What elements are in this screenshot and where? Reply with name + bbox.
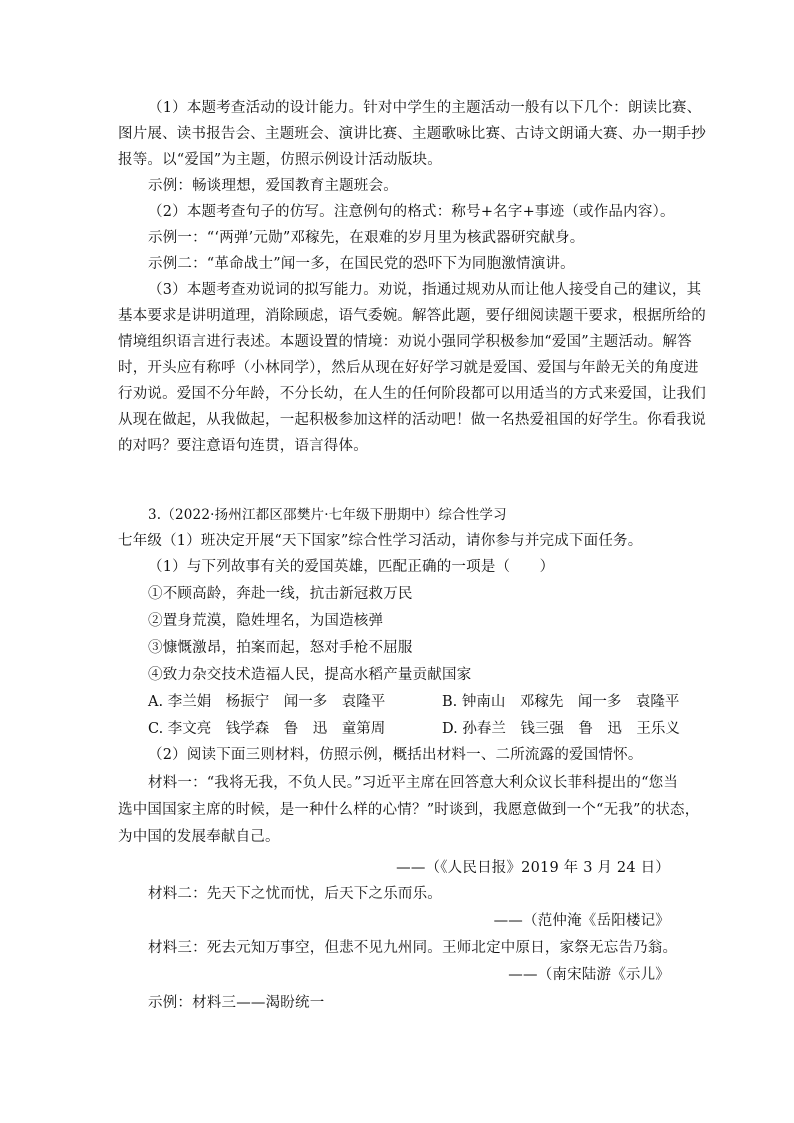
material1-source: ——（《人民日报》2019 年 3 月 24 日） xyxy=(396,860,670,876)
question-intro: 七年级（1）班决定开展“天下国家”综合性学习活动，请你参与并完成下面任务。 xyxy=(118,533,643,549)
option-d: D. 孙春兰 钱三强 鲁 迅 王乐义 xyxy=(442,721,680,737)
analysis-p3-line2: 基本要求是讲明道理，消除顾虑，语气委婉。解答此题，要仔细阅读题干要求，根据所给的 xyxy=(118,308,706,324)
question-header: 3.（2022·扬州江都区邵樊片·七年级下册期中）综合性学习 xyxy=(148,507,507,523)
subquestion-1: （1）与下列故事有关的爱国英雄，匹配正确的一项是（ ） xyxy=(148,559,555,575)
analysis-p3-line4: 时，开头应有称呼（小林同学），然后从现在好好学习就是爱国、爱国与年龄无关的角度进 xyxy=(118,360,699,376)
story-item: ④致力杂交技术造福人民，提高水稻产量贡献国家 xyxy=(148,667,472,683)
story-item: ③慷慨激昂，拍案而起，怒对手枪不屈服 xyxy=(148,640,413,656)
analysis-p2-example2: 示例二：“革命战士”闻一多，在国民党的恐吓下为同胞激情演讲。 xyxy=(148,256,575,272)
analysis-p1-line3: 报等。以“爱国”为主题，仿照示例设计活动版块。 xyxy=(118,152,442,168)
analysis-p3-line3: 情境组织语言进行表述。本题设置的情境：劝说小强同学积极参加“爱国”主题活动。解答 xyxy=(118,334,692,350)
analysis-p2: （2）本题考查句子的仿写。注意例句的格式：称号+名字+事迹（或作品内容）。 xyxy=(148,204,675,220)
option-b: B. 钟南山 邓稼先 闻一多 袁隆平 xyxy=(442,694,680,710)
analysis-p1-example: 示例：畅谈理想，爱国教育主题班会。 xyxy=(148,178,398,194)
material3-source: ——（南宋陆游《示儿》 xyxy=(508,967,670,983)
analysis-p3-line7: 的对吗？要注意语句连贯，语言得体。 xyxy=(118,438,368,454)
analysis-p3-line1: （3）本题考查劝说词的拟写能力。劝说，指通过规劝从而让他人接受自己的建议，其 xyxy=(148,282,702,298)
analysis-p3-line5: 行劝说。爱国不分年龄，不分长幼，在人生的任何阶段都可以用适当的方式来爱国，让我们 xyxy=(118,386,706,402)
material2-source: ——（范仲淹《岳阳楼记》 xyxy=(493,913,670,929)
material1-line1: 材料一：“我将无我，不负人民。”习近平主席在回答意大利众议长菲科提出的“您当 xyxy=(148,775,679,791)
story-item: ②置身荒漠，隐姓埋名，为国造核弹 xyxy=(148,613,384,629)
analysis-p1-line1: （1）本题考查活动的设计能力。针对中学生的主题活动一般有以下几个：朗读比赛、 xyxy=(148,100,702,116)
subquestion-2: （2）阅读下面三则材料，仿照示例，概括出材料一、二所流露的爱国情怀。 xyxy=(148,747,643,763)
option-c: C. 李文亮 钱学森 鲁 迅 童第周 xyxy=(148,721,386,737)
analysis-p3-line6: 从现在做起，从我做起，一起积极参加这样的活动吧！做一名热爱祖国的好学生。你看我说 xyxy=(118,412,706,428)
option-a: A. 李兰娟 杨振宁 闻一多 袁隆平 xyxy=(148,694,386,710)
story-item: ①不顾高龄，奔赴一线，抗击新冠救万民 xyxy=(148,586,413,602)
material1-line2: 选中国国家主席的时候，是一种什么样的心情？”时谈到，我愿意做到一个“无我”的状态， xyxy=(118,802,700,818)
example-answer: 示例：材料三——渴盼统一 xyxy=(148,995,325,1011)
material3: 材料三：死去元知万事空，但悲不见九州同。王师北定中原日，家祭无忘告乃翁。 xyxy=(148,940,678,956)
material1-line3: 为中国的发展奉献自己。 xyxy=(118,829,280,845)
analysis-p1-line2: 图片展、读书报告会、主题班会、演讲比赛、主题歌咏比赛、古诗文朗诵大赛、办一期手抄 xyxy=(118,126,706,142)
analysis-p2-example1: 示例一：“‘两弹’元勋”邓稼先，在艰难的岁月里为核武器研究献身。 xyxy=(148,230,585,246)
material2: 材料二：先天下之忧而忧，后天下之乐而乐。 xyxy=(148,886,442,902)
